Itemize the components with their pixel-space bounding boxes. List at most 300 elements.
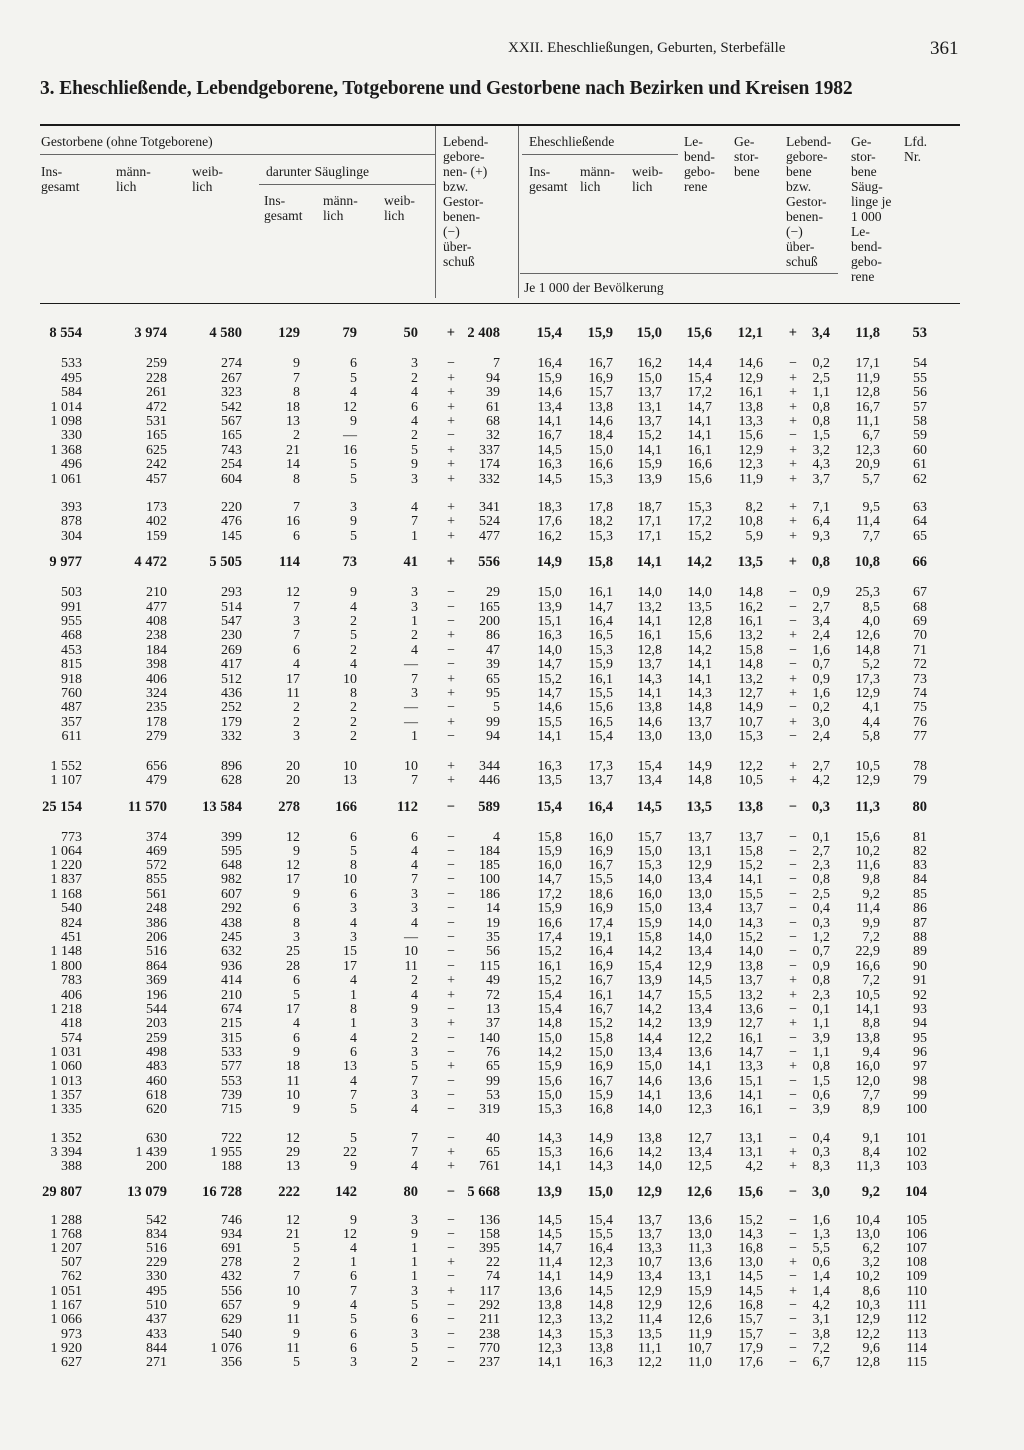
- cell-ueberschuss-sign: +: [446, 554, 455, 570]
- cell-ueberschuss-rate-sign: +: [789, 457, 797, 472]
- cell-ueberschuss-rate-sign: +: [789, 514, 797, 529]
- cell-eheschliessende-maennlich: 16,4: [588, 944, 613, 959]
- cell-gestorbene-rate: 13,2: [738, 988, 763, 1003]
- cell-ueberschuss-rate-value: 3,4: [812, 614, 830, 629]
- cell-lebendgeborene-rate: 13,4: [687, 1002, 712, 1017]
- table-row: [0, 1031, 1024, 1046]
- cell-ueberschuss-rate-sign: +: [788, 554, 797, 570]
- table-row: [0, 414, 1024, 429]
- cell-saeuglinge-maennlich: 7: [350, 1284, 357, 1299]
- cell-gestorbene-weiblich: 215: [221, 1016, 242, 1031]
- cell-lfd-nr: 68: [913, 600, 927, 615]
- header-insgesamt: Ins- gesamt: [41, 164, 80, 194]
- cell-saeuglinge-weiblich: —: [404, 715, 418, 730]
- cell-ueberschuss-sign: −: [447, 930, 455, 945]
- cell-gestorbene-insgesamt: 388: [61, 1159, 82, 1174]
- cell-eheschliessende-insgesamt: 13,4: [537, 400, 562, 415]
- cell-saeuglinge-maennlich: 5: [350, 1131, 357, 1146]
- cell-saeuglinge-rate: 14,8: [855, 643, 880, 658]
- cell-eheschliessende-weiblich: 13,7: [637, 385, 662, 400]
- cell-saeuglinge-rate: 11,9: [856, 371, 880, 386]
- cell-gestorbene-insgesamt: 878: [61, 514, 82, 529]
- cell-lebendgeborene-rate: 13,1: [687, 844, 712, 859]
- cell-saeuglinge-insgesamt: 2: [293, 715, 300, 730]
- cell-ueberschuss-value: 770: [479, 1341, 500, 1356]
- cell-gestorbene-weiblich: 739: [221, 1088, 242, 1103]
- cell-saeuglinge-weiblich: 7: [411, 773, 418, 788]
- cell-saeuglinge-maennlich: 9: [350, 585, 357, 600]
- cell-eheschliessende-insgesamt: 14,1: [537, 729, 562, 744]
- cell-lfd-nr: 67: [913, 585, 927, 600]
- cell-ueberschuss-rate-sign: +: [789, 628, 797, 643]
- cell-eheschliessende-insgesamt: 15,4: [537, 988, 562, 1003]
- cell-lebendgeborene-rate: 13,4: [687, 1145, 712, 1160]
- cell-saeuglinge-insgesamt: 6: [293, 901, 300, 916]
- cell-lebendgeborene-rate: 14,1: [687, 1059, 712, 1074]
- cell-saeuglinge-rate: 10,5: [855, 759, 880, 774]
- cell-gestorbene-insgesamt: 1 357: [50, 1088, 82, 1103]
- cell-ueberschuss-value: 7: [493, 356, 500, 371]
- cell-eheschliessende-insgesamt: 15,5: [537, 715, 562, 730]
- cell-lebendgeborene-rate: 14,9: [687, 759, 712, 774]
- table-row: [0, 1045, 1024, 1060]
- cell-ueberschuss-rate-value: 1,4: [812, 1284, 830, 1299]
- header-je-1000: Je 1 000 der Bevölkerung: [524, 280, 664, 295]
- cell-lfd-nr: 57: [913, 400, 927, 415]
- cell-gestorbene-weiblich: 417: [221, 657, 242, 672]
- table-row: [0, 1213, 1024, 1228]
- cell-ueberschuss-rate-sign: −: [789, 944, 797, 959]
- cell-gestorbene-rate: 13,3: [738, 414, 763, 429]
- cell-ueberschuss-rate-value: 7,2: [812, 1341, 830, 1356]
- cell-lebendgeborene-rate: 13,7: [687, 830, 712, 845]
- cell-ueberschuss-sign: −: [447, 1131, 455, 1146]
- cell-ueberschuss-rate-value: 2,7: [812, 600, 830, 615]
- cell-saeuglinge-weiblich: 3: [411, 585, 418, 600]
- cell-saeuglinge-weiblich: 41: [403, 554, 418, 570]
- cell-lfd-nr: 66: [912, 554, 927, 570]
- cell-gestorbene-rate: 16,1: [738, 614, 763, 629]
- cell-gestorbene-weiblich: 604: [221, 472, 242, 487]
- cell-saeuglinge-weiblich: 9: [411, 1227, 418, 1242]
- cell-lfd-nr: 109: [906, 1269, 927, 1284]
- cell-ueberschuss-value: 4: [493, 830, 500, 845]
- cell-saeuglinge-maennlich: 3: [350, 930, 357, 945]
- cell-saeuglinge-insgesamt: 4: [293, 657, 300, 672]
- cell-ueberschuss-rate-value: 3,9: [812, 1102, 830, 1117]
- cell-ueberschuss-rate-value: 1,3: [812, 1227, 830, 1242]
- cell-gestorbene-maennlich: 618: [146, 1088, 167, 1103]
- cell-eheschliessende-weiblich: 13,7: [637, 1227, 662, 1242]
- cell-ueberschuss-rate-sign: −: [789, 1074, 797, 1089]
- cell-eheschliessende-insgesamt: 14,5: [537, 443, 562, 458]
- cell-gestorbene-insgesamt: 453: [61, 643, 82, 658]
- cell-saeuglinge-rate: 10,2: [855, 844, 880, 859]
- cell-saeuglinge-insgesamt: 10: [286, 1284, 300, 1299]
- cell-saeuglinge-rate: 10,5: [855, 988, 880, 1003]
- cell-eheschliessende-maennlich: 15,9: [587, 325, 613, 341]
- cell-eheschliessende-maennlich: 16,4: [588, 614, 613, 629]
- table-row: [0, 844, 1024, 859]
- cell-ueberschuss-sign: +: [447, 628, 455, 643]
- cell-gestorbene-weiblich: 691: [221, 1241, 242, 1256]
- cell-saeuglinge-rate: 12,3: [855, 443, 880, 458]
- cell-eheschliessende-insgesamt: 16,4: [537, 356, 562, 371]
- cell-saeuglinge-maennlich: 13: [343, 773, 357, 788]
- table-row: [0, 657, 1024, 672]
- cell-lfd-nr: 110: [906, 1284, 927, 1299]
- cell-lebendgeborene-rate: 13,0: [687, 729, 712, 744]
- cell-lebendgeborene-rate: 12,9: [687, 858, 712, 873]
- cell-lebendgeborene-rate: 15,5: [687, 988, 712, 1003]
- cell-ueberschuss-value: 556: [478, 554, 500, 570]
- cell-ueberschuss-value: 37: [486, 1016, 500, 1031]
- cell-saeuglinge-maennlich: 8: [350, 858, 357, 873]
- cell-eheschliessende-insgesamt: 15,9: [537, 371, 562, 386]
- cell-eheschliessende-insgesamt: 14,6: [537, 700, 562, 715]
- cell-eheschliessende-maennlich: 16,7: [588, 858, 613, 873]
- cell-ueberschuss-rate-value: 4,3: [812, 457, 830, 472]
- cell-ueberschuss-value: 86: [486, 628, 500, 643]
- cell-saeuglinge-insgesamt: 11: [286, 686, 300, 701]
- cell-saeuglinge-maennlich: 4: [350, 385, 357, 400]
- cell-gestorbene-maennlich: 483: [146, 1059, 167, 1074]
- cell-gestorbene-rate: 16,1: [738, 1031, 763, 1046]
- cell-eheschliessende-insgesamt: 15,2: [537, 944, 562, 959]
- cell-ueberschuss-rate-value: 0,1: [812, 830, 830, 845]
- cell-gestorbene-rate: 12,3: [738, 457, 763, 472]
- cell-gestorbene-maennlich: 433: [146, 1327, 167, 1342]
- cell-ueberschuss-rate-value: 0,8: [812, 1059, 830, 1074]
- cell-gestorbene-maennlich: 625: [146, 443, 167, 458]
- cell-lfd-nr: 93: [913, 1002, 927, 1017]
- cell-lfd-nr: 104: [905, 1184, 927, 1200]
- cell-gestorbene-weiblich: 332: [221, 729, 242, 744]
- cell-saeuglinge-weiblich: 4: [411, 916, 418, 931]
- cell-gestorbene-weiblich: 269: [221, 643, 242, 658]
- cell-saeuglinge-insgesamt: 28: [286, 959, 300, 974]
- cell-gestorbene-maennlich: 542: [146, 1213, 167, 1228]
- cell-ueberschuss-sign: +: [447, 457, 455, 472]
- cell-lfd-nr: 99: [913, 1088, 927, 1103]
- cell-eheschliessende-weiblich: 14,2: [637, 1145, 662, 1160]
- cell-ueberschuss-rate-sign: +: [789, 672, 797, 687]
- cell-gestorbene-rate: 13,0: [738, 1255, 763, 1270]
- cell-ueberschuss-value: 19: [486, 916, 500, 931]
- cell-eheschliessende-insgesamt: 15,1: [537, 614, 562, 629]
- cell-gestorbene-weiblich: 292: [221, 901, 242, 916]
- cell-ueberschuss-rate-value: 2,4: [812, 628, 830, 643]
- cell-eheschliessende-weiblich: 17,1: [637, 529, 662, 544]
- cell-ueberschuss-rate-sign: +: [789, 1255, 797, 1270]
- cell-eheschliessende-maennlich: 16,9: [588, 901, 613, 916]
- cell-gestorbene-insgesamt: 574: [61, 1031, 82, 1046]
- cell-eheschliessende-weiblich: 11,1: [638, 1341, 662, 1356]
- cell-eheschliessende-insgesamt: 18,3: [537, 500, 562, 515]
- cell-saeuglinge-weiblich: 3: [411, 1088, 418, 1103]
- cell-eheschliessende-maennlich: 16,8: [588, 1102, 613, 1117]
- header-lfd-nr: Lfd. Nr.: [904, 134, 928, 164]
- cell-saeuglinge-maennlich: 8: [350, 686, 357, 701]
- cell-gestorbene-insgesamt: 1 066: [50, 1312, 82, 1327]
- cell-ueberschuss-sign: +: [447, 988, 455, 1003]
- cell-ueberschuss-rate-value: 6,4: [812, 514, 830, 529]
- cell-ueberschuss-rate-value: 0,4: [812, 901, 830, 916]
- cell-gestorbene-rate: 15,6: [738, 428, 763, 443]
- table-row: [0, 700, 1024, 715]
- cell-gestorbene-insgesamt: 1 368: [50, 443, 82, 458]
- header-darunter-saeuglinge: darunter Säuglinge: [266, 164, 370, 179]
- cell-saeuglinge-insgesamt: 8: [293, 385, 300, 400]
- cell-ueberschuss-sign: −: [447, 887, 455, 902]
- cell-ueberschuss-sign: −: [447, 356, 455, 371]
- cell-lfd-nr: 73: [913, 672, 927, 687]
- cell-eheschliessende-insgesamt: 14,2: [537, 1045, 562, 1060]
- cell-ueberschuss-rate-value: 0,6: [812, 1088, 830, 1103]
- cell-eheschliessende-maennlich: 19,1: [588, 930, 613, 945]
- cell-gestorbene-rate: 13,5: [737, 554, 763, 570]
- cell-lfd-nr: 95: [913, 1031, 927, 1046]
- cell-ueberschuss-rate-value: 5,5: [812, 1241, 830, 1256]
- cell-lebendgeborene-rate: 12,6: [687, 1298, 712, 1313]
- cell-gestorbene-rate: 5,9: [745, 529, 763, 544]
- cell-eheschliessende-maennlich: 15,5: [588, 1227, 613, 1242]
- cell-gestorbene-maennlich: 235: [146, 700, 167, 715]
- cell-gestorbene-maennlich: 479: [146, 773, 167, 788]
- cell-gestorbene-maennlich: 620: [146, 1102, 167, 1117]
- cell-saeuglinge-weiblich: 5: [411, 1341, 418, 1356]
- cell-lfd-nr: 56: [913, 385, 927, 400]
- cell-eheschliessende-maennlich: 15,0: [588, 1045, 613, 1060]
- cell-gestorbene-insgesamt: 783: [61, 973, 82, 988]
- cell-gestorbene-maennlich: 259: [146, 1031, 167, 1046]
- cell-gestorbene-weiblich: 556: [221, 1284, 242, 1299]
- cell-gestorbene-weiblich: 547: [221, 614, 242, 629]
- cell-gestorbene-weiblich: 743: [221, 443, 242, 458]
- cell-saeuglinge-insgesamt: 12: [286, 585, 300, 600]
- cell-lebendgeborene-rate: 15,2: [687, 529, 712, 544]
- cell-gestorbene-insgesamt: 406: [61, 988, 82, 1003]
- table-row: [0, 887, 1024, 902]
- cell-saeuglinge-maennlich: 3: [350, 1355, 357, 1370]
- cell-ueberschuss-rate-value: 0,9: [812, 585, 830, 600]
- cell-gestorbene-insgesamt: 496: [61, 457, 82, 472]
- cell-gestorbene-weiblich: 567: [221, 414, 242, 429]
- cell-gestorbene-maennlich: 259: [146, 356, 167, 371]
- cell-gestorbene-maennlich: 656: [146, 759, 167, 774]
- table-row: [0, 1088, 1024, 1103]
- cell-gestorbene-insgesamt: 1 920: [50, 1341, 82, 1356]
- cell-ueberschuss-sign: −: [447, 614, 455, 629]
- cell-gestorbene-maennlich: 516: [146, 1241, 167, 1256]
- cell-eheschliessende-maennlich: 14,7: [588, 600, 613, 615]
- cell-saeuglinge-maennlich: 2: [350, 643, 357, 658]
- cell-ueberschuss-rate-sign: −: [789, 356, 797, 371]
- cell-saeuglinge-rate: 9,8: [862, 872, 880, 887]
- cell-gestorbene-rate: 14,1: [738, 1088, 763, 1103]
- cell-gestorbene-rate: 15,6: [737, 1184, 763, 1200]
- cell-saeuglinge-insgesamt: 13: [286, 414, 300, 429]
- cell-eheschliessende-weiblich: 14,0: [637, 1102, 662, 1117]
- table-row: [0, 371, 1024, 386]
- table-row: [0, 773, 1024, 788]
- cell-gestorbene-maennlich: 184: [146, 643, 167, 658]
- cell-gestorbene-weiblich: 715: [221, 1102, 242, 1117]
- header-divider-2: [518, 126, 519, 298]
- cell-ueberschuss-rate-sign: −: [789, 959, 797, 974]
- cell-eheschliessende-maennlich: 13,8: [588, 1341, 613, 1356]
- cell-ueberschuss-value: 165: [479, 600, 500, 615]
- cell-saeuglinge-insgesamt: 9: [293, 844, 300, 859]
- cell-gestorbene-weiblich: 188: [221, 1159, 242, 1174]
- cell-saeuglinge-weiblich: 50: [403, 325, 418, 341]
- cell-gestorbene-insgesamt: 973: [61, 1327, 82, 1342]
- cell-gestorbene-rate: 16,1: [738, 1102, 763, 1117]
- cell-gestorbene-maennlich: 200: [146, 1159, 167, 1174]
- cell-gestorbene-maennlich: 330: [146, 1269, 167, 1284]
- cell-eheschliessende-weiblich: 14,2: [637, 1002, 662, 1017]
- cell-ueberschuss-value: 5 668: [467, 1184, 500, 1200]
- cell-eheschliessende-insgesamt: 13,9: [536, 1184, 562, 1200]
- cell-saeuglinge-weiblich: 4: [411, 1102, 418, 1117]
- cell-ueberschuss-value: 76: [486, 1045, 500, 1060]
- cell-eheschliessende-maennlich: 15,7: [588, 385, 613, 400]
- cell-saeuglinge-insgesamt: 29: [286, 1145, 300, 1160]
- cell-ueberschuss-sign: −: [447, 916, 455, 931]
- header-gestorbene-rule: [40, 154, 435, 155]
- cell-ueberschuss-rate-sign: −: [789, 1213, 797, 1228]
- cell-ueberschuss-value: 238: [479, 1327, 500, 1342]
- cell-ueberschuss-sign: −: [447, 643, 455, 658]
- cell-gestorbene-rate: 12,9: [738, 443, 763, 458]
- cell-saeuglinge-rate: 12,2: [855, 1327, 880, 1342]
- cell-eheschliessende-insgesamt: 15,9: [537, 901, 562, 916]
- cell-ueberschuss-value: 49: [486, 973, 500, 988]
- cell-ueberschuss-rate-value: 0,6: [812, 1255, 830, 1270]
- cell-gestorbene-insgesamt: 955: [61, 614, 82, 629]
- cell-eheschliessende-insgesamt: 16,6: [537, 916, 562, 931]
- cell-saeuglinge-maennlich: 3: [350, 901, 357, 916]
- cell-ueberschuss-rate-value: 2,3: [812, 988, 830, 1003]
- cell-ueberschuss-rate-value: 0,9: [812, 959, 830, 974]
- cell-saeuglinge-weiblich: 1: [411, 1241, 418, 1256]
- cell-lebendgeborene-rate: 10,7: [687, 1341, 712, 1356]
- cell-ueberschuss-value: 761: [479, 1159, 500, 1174]
- cell-saeuglinge-weiblich: 3: [411, 356, 418, 371]
- cell-eheschliessende-weiblich: 16,1: [637, 628, 662, 643]
- cell-gestorbene-weiblich: 145: [221, 529, 242, 544]
- cell-gestorbene-maennlich: 510: [146, 1298, 167, 1313]
- cell-gestorbene-rate: 13,8: [738, 400, 763, 415]
- cell-ueberschuss-sign: −: [447, 1088, 455, 1103]
- cell-gestorbene-rate: 14,8: [738, 657, 763, 672]
- cell-saeuglinge-insgesamt: 17: [286, 872, 300, 887]
- table-row: [0, 400, 1024, 415]
- cell-lfd-nr: 89: [913, 944, 927, 959]
- cell-ueberschuss-sign: +: [447, 400, 455, 415]
- cell-lfd-nr: 53: [912, 325, 927, 341]
- cell-lfd-nr: 70: [913, 628, 927, 643]
- cell-saeuglinge-maennlich: 6: [350, 356, 357, 371]
- cell-gestorbene-weiblich: 267: [221, 371, 242, 386]
- cell-gestorbene-maennlich: 165: [146, 428, 167, 443]
- cell-eheschliessende-weiblich: 13,7: [637, 1213, 662, 1228]
- cell-lfd-nr: 112: [906, 1312, 927, 1327]
- cell-saeuglinge-insgesamt: 4: [293, 1016, 300, 1031]
- cell-gestorbene-insgesamt: 507: [61, 1255, 82, 1270]
- cell-gestorbene-maennlich: 477: [146, 600, 167, 615]
- cell-lebendgeborene-rate: 14,1: [687, 672, 712, 687]
- cell-saeuglinge-insgesamt: 12: [286, 830, 300, 845]
- cell-gestorbene-weiblich: 628: [221, 773, 242, 788]
- cell-gestorbene-rate: 14,1: [738, 872, 763, 887]
- cell-gestorbene-weiblich: 274: [221, 356, 242, 371]
- cell-lebendgeborene-rate: 12,6: [687, 1312, 712, 1327]
- table-row: [0, 944, 1024, 959]
- cell-gestorbene-weiblich: 648: [221, 858, 242, 873]
- cell-ueberschuss-value: 185: [479, 858, 500, 873]
- cell-gestorbene-maennlich: 469: [146, 844, 167, 859]
- cell-ueberschuss-rate-sign: +: [789, 715, 797, 730]
- cell-eheschliessende-insgesamt: 16,0: [537, 858, 562, 873]
- cell-ueberschuss-value: 184: [479, 844, 500, 859]
- cell-ueberschuss-rate-value: 1,6: [812, 643, 830, 658]
- cell-lfd-nr: 92: [913, 988, 927, 1003]
- cell-gestorbene-maennlich: 844: [146, 1341, 167, 1356]
- cell-gestorbene-rate: 14,8: [738, 585, 763, 600]
- cell-eheschliessende-weiblich: 12,2: [637, 1355, 662, 1370]
- cell-saeuglinge-weiblich: —: [404, 700, 418, 715]
- cell-saeuglinge-rate: 9,2: [862, 887, 880, 902]
- cell-eheschliessende-weiblich: 12,9: [637, 1298, 662, 1313]
- cell-lebendgeborene-rate: 15,6: [686, 325, 712, 341]
- cell-ueberschuss-value: 446: [479, 773, 500, 788]
- cell-saeuglinge-rate: 8,5: [862, 600, 880, 615]
- cell-eheschliessende-maennlich: 16,9: [588, 371, 613, 386]
- cell-saeuglinge-maennlich: 5: [350, 1312, 357, 1327]
- cell-lfd-nr: 101: [906, 1131, 927, 1146]
- cell-ueberschuss-rate-sign: −: [789, 1002, 797, 1017]
- table-row: [0, 457, 1024, 472]
- cell-eheschliessende-maennlich: 16,5: [588, 628, 613, 643]
- cell-saeuglinge-maennlich: 142: [335, 1184, 357, 1200]
- cell-saeuglinge-rate: 3,2: [862, 1255, 880, 1270]
- cell-lebendgeborene-rate: 13,6: [687, 1074, 712, 1089]
- cell-lebendgeborene-rate: 11,9: [688, 1327, 712, 1342]
- cell-gestorbene-rate: 15,8: [738, 643, 763, 658]
- cell-gestorbene-weiblich: 674: [221, 1002, 242, 1017]
- cell-ueberschuss-rate-value: 0,2: [812, 356, 830, 371]
- cell-saeuglinge-maennlich: 4: [350, 1241, 357, 1256]
- cell-gestorbene-rate: 15,8: [738, 844, 763, 859]
- top-rule: [40, 124, 960, 126]
- cell-gestorbene-rate: 14,0: [738, 944, 763, 959]
- table-row: [0, 872, 1024, 887]
- table-row: [0, 1269, 1024, 1284]
- cell-saeuglinge-maennlich: 73: [342, 554, 357, 570]
- cell-ueberschuss-sign: +: [447, 500, 455, 515]
- cell-saeuglinge-rate: 17,1: [855, 356, 880, 371]
- cell-gestorbene-insgesamt: 1 207: [50, 1241, 82, 1256]
- cell-saeuglinge-insgesamt: 3: [293, 930, 300, 945]
- cell-saeuglinge-maennlich: 166: [335, 799, 357, 815]
- cell-saeuglinge-weiblich: 3: [411, 1213, 418, 1228]
- cell-ueberschuss-rate-value: 3,4: [811, 325, 830, 341]
- table-row: [0, 529, 1024, 544]
- cell-gestorbene-rate: 12,7: [738, 1016, 763, 1031]
- cell-saeuglinge-insgesamt: 114: [279, 554, 300, 570]
- cell-eheschliessende-insgesamt: 13,8: [537, 1298, 562, 1313]
